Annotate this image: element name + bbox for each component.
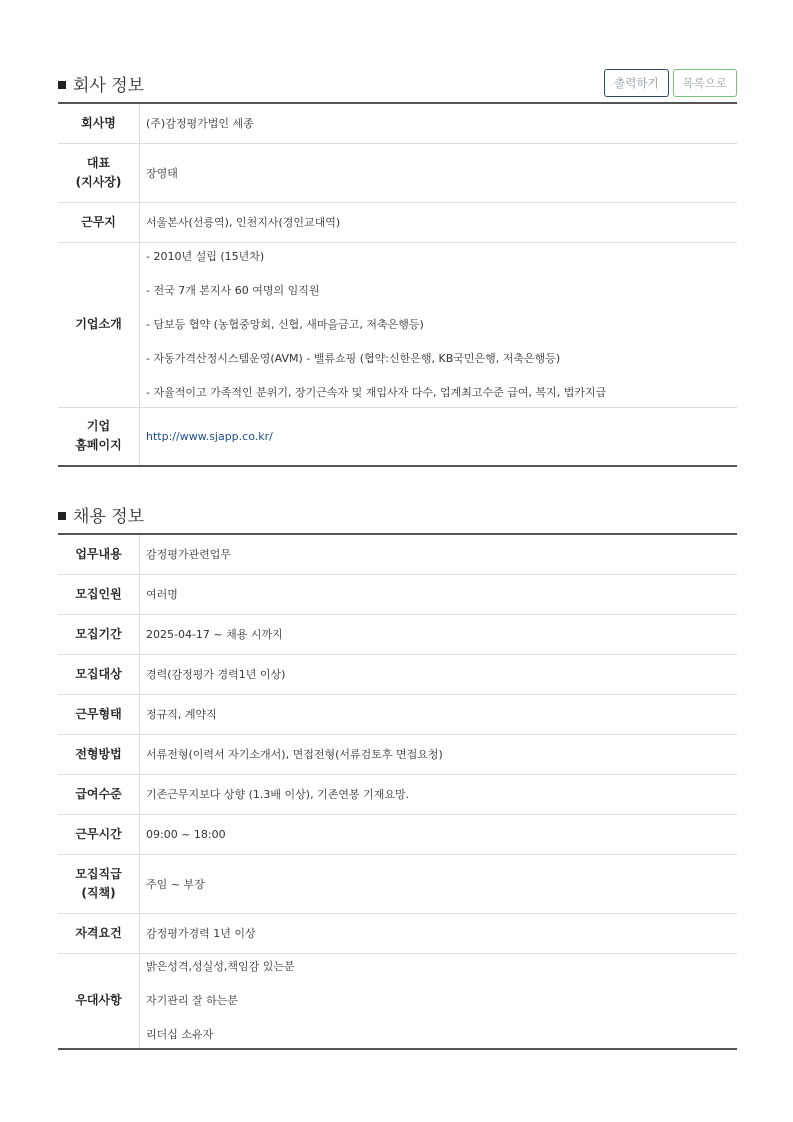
homepage-value (140, 407, 738, 466)
rank-label-line1: 모집직급 (75, 866, 122, 881)
table-row (58, 407, 737, 466)
headcount-label: 모집인원 (58, 574, 140, 614)
salary-value: 기존근무지보다 상향 (1.3배 이상), 기존연봉 기재요망. (140, 774, 738, 814)
table-row (58, 814, 737, 854)
recruit-section-title-text: 채용 정보 (73, 507, 145, 527)
company-section-title-text: 회사 정보 (73, 76, 145, 96)
employment-type-value: 정규직, 계약직 (140, 694, 738, 734)
duty-value: 감정평가관련업무 (140, 534, 738, 574)
back-to-list-button[interactable]: 목록으로 (673, 69, 737, 97)
table-row (58, 143, 737, 202)
employment-type-label: 근무형태 (58, 694, 140, 734)
list-item: - 담보등 협약 (농협중앙회, 신협, 새마을금고, 저축은행등) (146, 317, 424, 331)
preference-label: 우대사항 (58, 953, 140, 1049)
rank-label-line2: (직책) (81, 885, 116, 900)
company-intro-value (140, 242, 738, 407)
list-item: 자기관리 잘 하는분 (146, 993, 239, 1007)
table-row (58, 694, 737, 734)
location-value: 서울본사(선릉역), 인천지사(경인교대역) (140, 202, 738, 242)
company-info-table (58, 102, 737, 467)
square-bullet-icon (58, 512, 66, 520)
company-name-label: 회사명 (58, 103, 140, 143)
company-name-value: (주)감정평가법인 세종 (140, 103, 738, 143)
table-row (58, 534, 737, 574)
list-item: - 전국 7개 본지사 60 여명의 임직원 (146, 283, 320, 297)
recruit-section-header (58, 497, 737, 533)
representative-label-line2: (지사장) (75, 174, 122, 189)
table-row (58, 953, 737, 1049)
list-item: - 자동가격산정시스템운영(AVM) - 밸류쇼핑 (협약:신한은행, KB국민은행, 저축은행등) (146, 351, 561, 365)
location-label: 근무지 (58, 202, 140, 242)
homepage-link[interactable]: http://www.sjapp.co.kr/ (146, 429, 273, 443)
process-value: 서류전형(이력서 자기소개서), 면접전형(서류검토후 면접요청) (140, 734, 738, 774)
representative-label-line1: 대표 (86, 155, 111, 170)
company-section (58, 66, 737, 467)
rank-label (58, 854, 140, 913)
hours-value: 09:00 ~ 18:00 (140, 814, 738, 854)
recruit-section-title (58, 502, 144, 527)
headcount-value: 여러명 (140, 574, 738, 614)
process-label: 전형방법 (58, 734, 140, 774)
table-row (58, 854, 737, 913)
target-value: 경력(감정평가 경력1년 이상) (140, 654, 738, 694)
recruit-section (58, 497, 737, 1050)
company-section-header (58, 66, 737, 102)
representative-label (58, 143, 140, 202)
rank-value: 주임 ~ 부장 (140, 854, 738, 913)
company-section-title (58, 71, 144, 96)
table-row (58, 103, 737, 143)
qualification-label: 자격요건 (58, 913, 140, 953)
table-row (58, 574, 737, 614)
qualification-value: 감정평가경력 1년 이상 (140, 913, 738, 953)
salary-label: 급여수준 (58, 774, 140, 814)
action-buttons (604, 69, 737, 97)
table-row (58, 734, 737, 774)
recruit-info-table (58, 533, 737, 1050)
homepage-label (58, 407, 140, 466)
preference-value (140, 953, 738, 1049)
table-row (58, 913, 737, 953)
print-button[interactable]: 출력하기 (604, 69, 668, 97)
period-label: 모집기간 (58, 614, 140, 654)
homepage-label-line2: 홈페이지 (75, 438, 122, 453)
period-value: 2025-04-17 ~ 채용 시까지 (140, 614, 738, 654)
list-item: - 자율적이고 가족적인 분위기, 장기근속자 및 재입사자 다수, 업계최고수준 급여, 복지, 법카지급 (146, 385, 607, 399)
table-row (58, 774, 737, 814)
table-row (58, 242, 737, 407)
table-row (58, 202, 737, 242)
target-label: 모집대상 (58, 654, 140, 694)
homepage-label-line1: 기업 (86, 419, 111, 434)
list-item: 밝은성격,성실성,책임감 있는분 (146, 959, 295, 973)
hours-label: 근무시간 (58, 814, 140, 854)
square-bullet-icon (58, 81, 66, 89)
table-row (58, 614, 737, 654)
duty-label: 업무내용 (58, 534, 140, 574)
list-item: - 2010년 설립 (15년차) (146, 249, 265, 263)
table-row (58, 654, 737, 694)
representative-value: 장영태 (140, 143, 738, 202)
company-intro-label: 기업소개 (58, 242, 140, 407)
list-item: 리더십 소유자 (146, 1027, 214, 1041)
